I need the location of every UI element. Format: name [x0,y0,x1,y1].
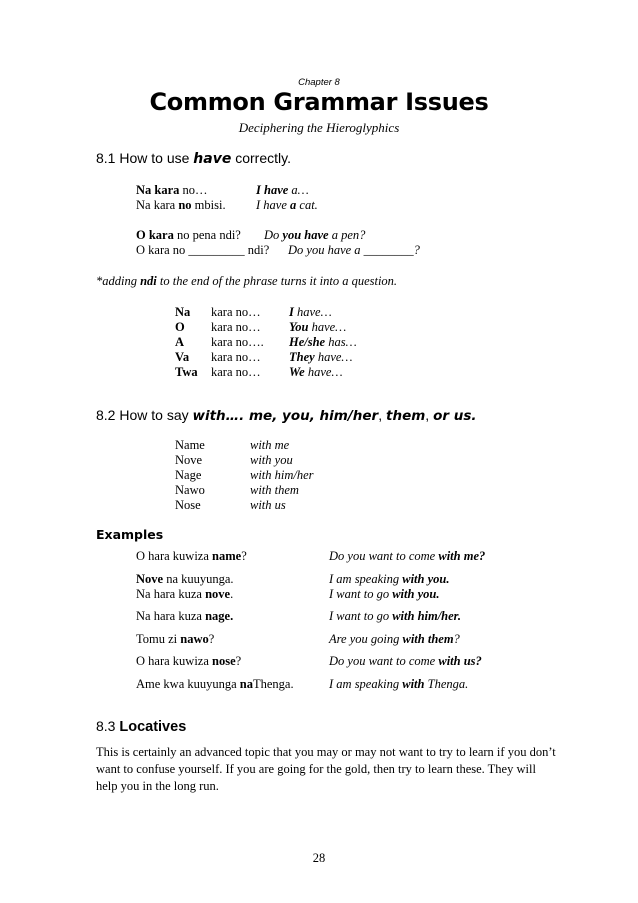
verb: kara no…. [211,335,264,349]
page-title: Common Grammar Issues [149,88,489,116]
text: no pena ndi? [173,228,241,242]
example-right [329,654,482,669]
bold-text: We [289,365,305,379]
text: have… [308,320,347,334]
translation [289,350,353,365]
page-number: 28 [312,851,326,865]
bold-text: I [289,305,294,319]
text: Thenga. [424,677,469,691]
text: a pen? [328,228,366,242]
heading-text: Locatives [119,719,187,735]
heading-text: How to say [119,407,189,423]
text: Do you want to come [329,654,439,668]
bold-text: with you. [402,572,450,586]
bold-text: name [212,549,242,563]
example-swahili [136,228,241,243]
example-english: Do you have a ________? [288,243,420,257]
section-8-2-heading [96,407,477,424]
vocab-word: Nove [175,453,203,467]
example-right [329,549,485,564]
example-right [329,587,439,602]
heading-text: correctly. [235,150,291,166]
pronoun: A [175,335,185,349]
vocab-meaning: with us [250,498,286,512]
text: ? [241,549,247,563]
text: have… [293,305,332,319]
bold-text: You [289,320,309,334]
bold-text: ndi [140,274,157,288]
example-english [256,198,318,213]
heading-keyword: them [386,408,426,424]
example-right [329,609,461,624]
example-left [136,654,241,669]
vocab-word: Nawo [175,483,205,497]
bold-text: nawo [180,632,209,646]
text: O hara kuwiza [136,549,213,563]
note-text [96,274,397,289]
chapter-label: Chapter 8 [298,77,340,88]
bold-text: no [178,198,192,212]
bold-text: nove [205,587,231,601]
bold-text: O kara [136,228,174,242]
text: mbisi. [191,198,226,212]
text: Are you going [329,632,403,646]
translation [289,335,357,350]
section-number: 8.1 [96,150,116,166]
verb: kara no… [211,350,261,364]
example-english [256,183,309,198]
text: Do [264,228,283,242]
translation [289,365,343,380]
bold-text: na [239,677,253,691]
text: na kuuyunga. [163,572,234,586]
text: O hara kuwiza [136,654,213,668]
example-swahili [136,198,226,213]
bold-text: a [290,198,297,212]
text: Na kara [136,198,179,212]
bold-text: with you. [392,587,440,601]
example-left [136,609,233,624]
text: cat. [296,198,318,212]
text: have… [304,365,343,379]
section-number: 8.3 [96,718,116,734]
section-8-1-heading [96,150,291,167]
text: , [378,407,383,423]
pronoun: Na [175,305,191,319]
vocab-meaning: with him/her [250,468,314,482]
example-left [136,677,294,692]
section-8-3-heading [96,718,186,735]
bold-text: with us? [438,654,482,668]
example-english [264,228,365,243]
verb: kara no… [211,320,261,334]
bold-text: Nove [136,572,164,586]
section-number: 8.2 [96,407,116,423]
bold-text: nage. [205,609,234,623]
vocab-meaning: with me [250,438,290,452]
example-left [136,549,247,564]
vocab-word: Name [175,438,205,452]
translation [289,320,346,335]
text: I want to go [329,587,393,601]
text: Na hara kuza [136,609,206,623]
example-left [136,587,233,602]
text: I am speaking [329,572,403,586]
text: I have [256,198,291,212]
pronoun: Twa [175,365,198,379]
example-right [329,677,468,692]
example-swahili: O kara no _________ ndi? [136,243,270,257]
vocab-meaning: with you [250,453,293,467]
text: ? [453,632,460,646]
locatives-paragraph: This is certainly an advanced topic that you may or may not want to try to learn if you don’t want to confuse yourself. If you are going for the gold, then try to learn these. They will help you in the long run. [96,745,556,793]
verb: kara no… [211,365,261,379]
text: *adding [96,274,141,288]
text: . [230,587,234,601]
text: a… [288,183,309,197]
text: has… [325,335,357,349]
pronoun: O [175,320,185,334]
bold-text: you have [282,228,329,242]
heading-text: How to use [119,150,190,166]
text: Tomu zi [136,632,181,646]
text: Ame kwa kuuyunga [136,677,240,691]
example-right [329,572,450,587]
pronoun: Va [175,350,190,364]
bold-text: nose [212,654,236,668]
text: Do you want to come [329,549,439,563]
verb: kara no… [211,305,261,319]
vocab-meaning: with them [250,483,299,497]
vocab-word: Nage [175,468,202,482]
text: have… [314,350,353,364]
heading-keyword: or us. [433,408,477,424]
bold-text: with me? [438,549,486,563]
bold-text: with them [402,632,454,646]
bold-text: Na kara [136,183,180,197]
example-left [136,572,234,587]
vocab-word: Nose [175,498,201,512]
text: I am speaking [329,677,403,691]
page-subtitle: Deciphering the Hieroglyphics [238,120,400,135]
bold-text: with him/her. [392,609,461,623]
text: to the end of the phrase turns it into a question. [156,274,398,288]
bold-text: with [402,677,425,691]
bold-text: He/she [289,335,326,349]
example-swahili [136,183,208,198]
text: Thenga. [253,677,294,691]
text: , [425,407,430,423]
example-left [136,632,214,647]
heading-keyword: with…. me, you, him/her [192,408,379,424]
text: ? [208,632,215,646]
text: Na hara kuza [136,587,206,601]
translation [289,305,332,320]
text: no… [179,183,208,197]
example-right [329,632,460,647]
bold-text: They [289,350,315,364]
text: I want to go [329,609,393,623]
heading-keyword: have [193,151,232,167]
bold-text: I have [256,183,289,197]
text: ? [235,654,242,668]
examples-heading: Examples [96,527,164,542]
